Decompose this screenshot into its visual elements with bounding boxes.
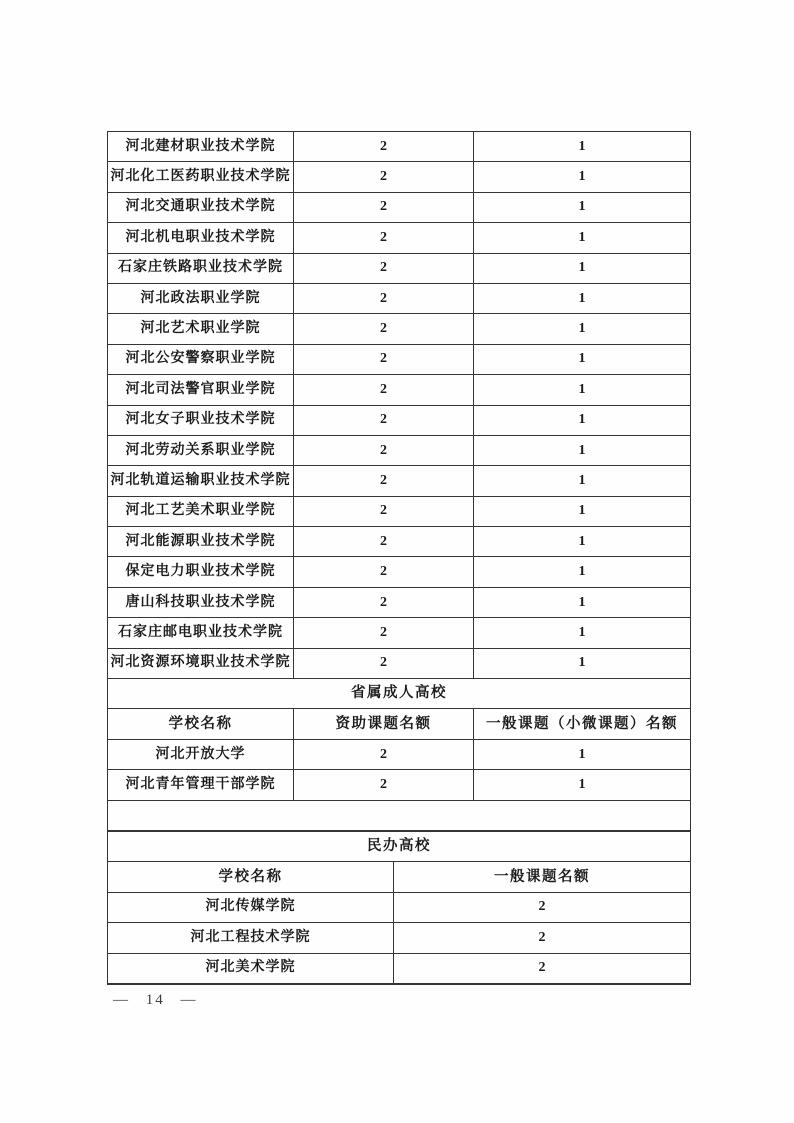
school-name-cell: 河北政法职业学院 (108, 283, 294, 313)
general-quota-cell: 1 (474, 314, 691, 344)
table-row (108, 496, 691, 526)
general-quota-cell: 1 (474, 587, 691, 617)
table-row (108, 132, 691, 162)
general-quota-cell: 2 (394, 892, 691, 922)
general-quota-cell: 1 (474, 648, 691, 678)
column-header-general-quota: 一般课题（小微课题）名额 (474, 709, 691, 739)
table-row (108, 557, 691, 587)
provincial-colleges-table (107, 131, 691, 831)
general-quota-cell: 1 (474, 466, 691, 496)
general-quota-cell: 1 (474, 223, 691, 253)
school-name-cell: 河北女子职业技术学院 (108, 405, 294, 435)
funded-quota-cell: 2 (294, 162, 474, 192)
school-name-cell: 唐山科技职业技术学院 (108, 587, 294, 617)
general-quota-cell: 2 (394, 923, 691, 953)
funded-quota-cell: 2 (294, 283, 474, 313)
private-table-body (108, 832, 691, 984)
table-row (108, 709, 691, 739)
column-header-funded-quota: 资助课题名额 (294, 709, 474, 739)
funded-quota-cell: 2 (294, 527, 474, 557)
table-row (108, 253, 691, 283)
table-row (108, 832, 691, 862)
funded-quota-cell: 2 (294, 770, 474, 800)
page-number: — 14 — (113, 992, 198, 1008)
general-quota-cell: 1 (474, 283, 691, 313)
empty-spacer-cell (108, 800, 691, 830)
general-quota-cell: 1 (474, 162, 691, 192)
school-name-cell: 石家庄邮电职业技术学院 (108, 618, 294, 648)
table-row (108, 800, 691, 830)
provincial-table-body (108, 132, 691, 831)
table-row (108, 527, 691, 557)
funded-quota-cell: 2 (294, 435, 474, 465)
table-row (108, 892, 691, 922)
table-row (108, 435, 691, 465)
private-section-header-cell: 民办高校 (108, 832, 691, 862)
general-quota-cell: 1 (474, 344, 691, 374)
general-quota-cell: 1 (474, 557, 691, 587)
funded-quota-cell: 2 (294, 192, 474, 222)
general-quota-cell: 1 (474, 527, 691, 557)
school-name-cell: 河北司法警官职业学院 (108, 375, 294, 405)
private-colleges-table (107, 831, 691, 985)
column-header-school-name: 学校名称 (108, 709, 294, 739)
school-name-cell: 河北艺术职业学院 (108, 314, 294, 344)
table-row (108, 679, 691, 709)
funded-quota-cell: 2 (294, 405, 474, 435)
table-row (108, 314, 691, 344)
school-name-cell: 河北化工医药职业技术学院 (108, 162, 294, 192)
table-row (108, 223, 691, 253)
school-name-cell: 河北轨道运输职业技术学院 (108, 466, 294, 496)
school-name-cell: 河北工艺美术职业学院 (108, 496, 294, 526)
school-name-cell: 河北能源职业技术学院 (108, 527, 294, 557)
general-quota-cell: 2 (394, 953, 691, 984)
adult-section-header-cell: 省属成人高校 (108, 679, 691, 709)
school-name-cell: 河北公安警察职业学院 (108, 344, 294, 374)
school-name-cell: 河北劳动关系职业学院 (108, 435, 294, 465)
table-row (108, 283, 691, 313)
general-quota-cell: 1 (474, 618, 691, 648)
general-quota-cell: 1 (474, 192, 691, 222)
general-quota-cell: 1 (474, 496, 691, 526)
general-quota-cell: 1 (474, 132, 691, 162)
school-name-cell: 河北交通职业技术学院 (108, 192, 294, 222)
school-name-cell: 河北工程技术学院 (108, 923, 394, 953)
school-name-cell: 河北青年管理干部学院 (108, 770, 294, 800)
school-name-cell: 河北资源环境职业技术学院 (108, 648, 294, 678)
table-row (108, 770, 691, 800)
table-row (108, 618, 691, 648)
funded-quota-cell: 2 (294, 618, 474, 648)
table-row (108, 739, 691, 769)
school-name-cell: 河北美术学院 (108, 953, 394, 984)
table-row (108, 466, 691, 496)
column-header-school-name: 学校名称 (108, 862, 394, 892)
table-row (108, 587, 691, 617)
general-quota-cell: 1 (474, 739, 691, 769)
column-header-general-quota: 一般课题名额 (394, 862, 691, 892)
table-row (108, 375, 691, 405)
funded-quota-cell: 2 (294, 344, 474, 374)
funded-quota-cell: 2 (294, 375, 474, 405)
funded-quota-cell: 2 (294, 648, 474, 678)
general-quota-cell: 1 (474, 253, 691, 283)
general-quota-cell: 1 (474, 405, 691, 435)
table-row (108, 862, 691, 892)
school-name-cell: 石家庄铁路职业技术学院 (108, 253, 294, 283)
school-name-cell: 河北传媒学院 (108, 892, 394, 922)
school-name-cell: 河北机电职业技术学院 (108, 223, 294, 253)
general-quota-cell: 1 (474, 375, 691, 405)
funded-quota-cell: 2 (294, 587, 474, 617)
funded-quota-cell: 2 (294, 132, 474, 162)
table-row (108, 344, 691, 374)
funded-quota-cell: 2 (294, 739, 474, 769)
school-name-cell: 保定电力职业技术学院 (108, 557, 294, 587)
funded-quota-cell: 2 (294, 223, 474, 253)
table-row (108, 648, 691, 678)
school-name-cell: 河北建材职业技术学院 (108, 132, 294, 162)
funded-quota-cell: 2 (294, 314, 474, 344)
funded-quota-cell: 2 (294, 253, 474, 283)
table-row (108, 192, 691, 222)
table-row (108, 953, 691, 984)
funded-quota-cell: 2 (294, 557, 474, 587)
table-row (108, 162, 691, 192)
general-quota-cell: 1 (474, 770, 691, 800)
school-name-cell: 河北开放大学 (108, 739, 294, 769)
funded-quota-cell: 2 (294, 466, 474, 496)
table-row (108, 405, 691, 435)
general-quota-cell: 1 (474, 435, 691, 465)
table-row (108, 923, 691, 953)
funded-quota-cell: 2 (294, 496, 474, 526)
